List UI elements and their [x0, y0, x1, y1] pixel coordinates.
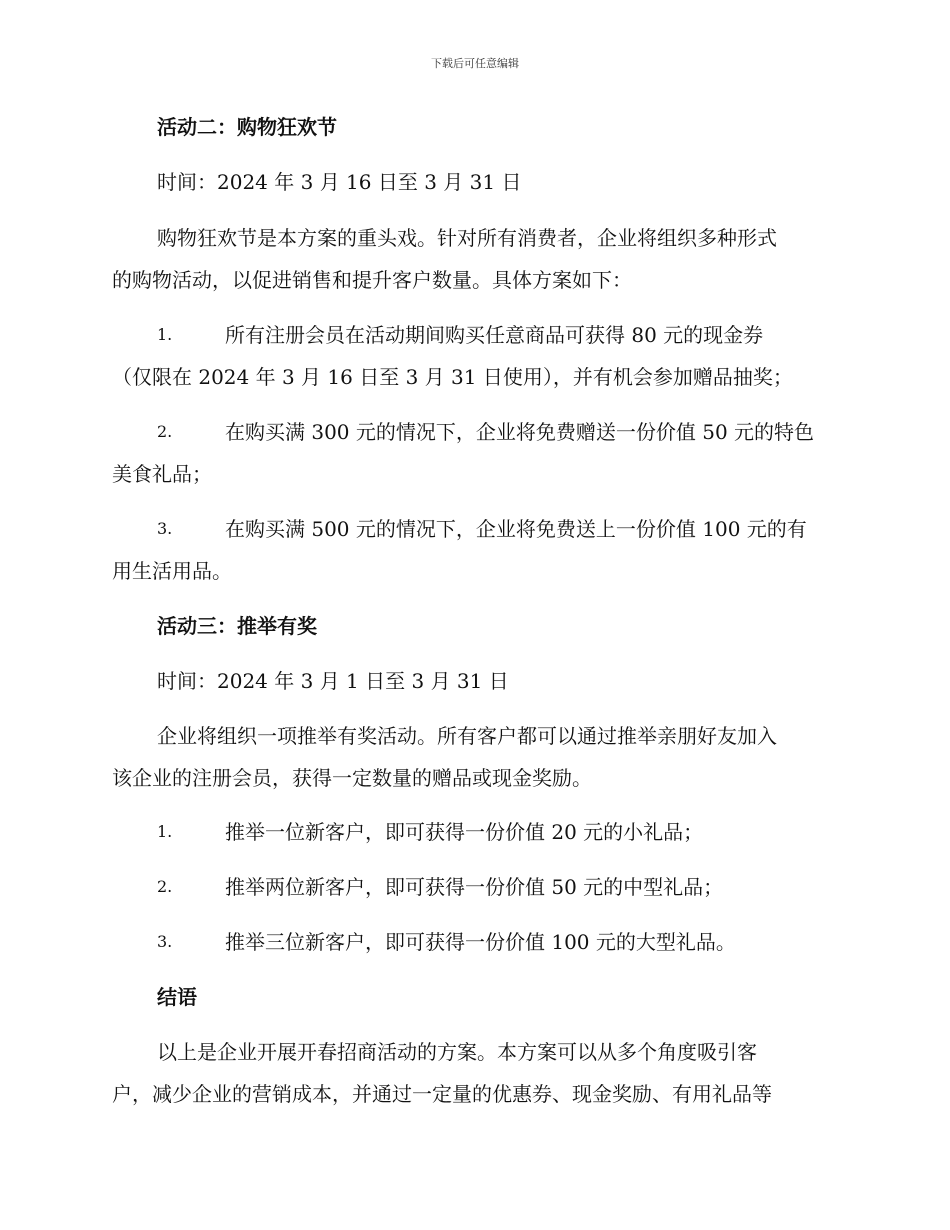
- conclusion-line1: 以上是企业开展开春招商活动的方案。本方案可以从多个角度吸引客: [157, 1040, 757, 1064]
- list-item: 在购买满 300 元的情况下，企业将免费赠送一份价值 50 元的特色: [225, 420, 815, 444]
- conclusion-line2: 户，减少企业的营销成本，并通过一定量的优惠券、现金奖励、有用礼品等: [112, 1082, 772, 1106]
- section3-time: 时间：2024 年 3 月 1 日至 3 月 31 日: [157, 669, 509, 693]
- list-item-number: 2.: [157, 422, 173, 441]
- list-item: 推举三位新客户，即可获得一份价值 100 元的大型礼品。: [225, 930, 736, 954]
- list-item-number: 3.: [157, 519, 173, 538]
- section3-title: 活动三：推举有奖: [157, 614, 317, 638]
- conclusion-title: 结语: [157, 985, 197, 1009]
- section3-intro-line2: 该企业的注册会员，获得一定数量的赠品或现金奖励。: [112, 766, 592, 790]
- list-item: 在购买满 500 元的情况下，企业将免费送上一份价值 100 元的有: [225, 517, 807, 541]
- list-item-number: 2.: [157, 877, 173, 896]
- list-item-number: 1.: [157, 325, 173, 344]
- list-item: 推举一位新客户，即可获得一份价值 20 元的小礼品；: [225, 820, 704, 844]
- list-item-continuation: 美食礼品；: [112, 462, 212, 486]
- section2-intro-line2: 的购物活动，以促进销售和提升客户数量。具体方案如下：: [112, 268, 632, 292]
- list-item: 所有注册会员在活动期间购买任意商品可获得 80 元的现金券: [225, 323, 764, 347]
- list-item-continuation: 用生活用品。: [112, 559, 232, 583]
- list-item-number: 3.: [157, 932, 173, 951]
- section3-intro-line1: 企业将组织一项推举有奖活动。所有客户都可以通过推举亲朋好友加入: [157, 724, 777, 748]
- list-item-continuation: （仅限在 2024 年 3 月 16 日至 3 月 31 日使用），并有机会参加赠品抽奖；: [112, 365, 793, 389]
- section2-time: 时间：2024 年 3 月 16 日至 3 月 31 日: [157, 170, 522, 194]
- section2-intro-line1: 购物狂欢节是本方案的重头戏。针对所有消费者，企业将组织多种形式: [157, 226, 777, 250]
- list-item: 推举两位新客户，即可获得一份价值 50 元的中型礼品；: [225, 875, 724, 899]
- section2-title: 活动二：购物狂欢节: [157, 115, 337, 139]
- list-item-number: 1.: [157, 822, 173, 841]
- page-header: 下载后可任意编辑: [431, 57, 519, 70]
